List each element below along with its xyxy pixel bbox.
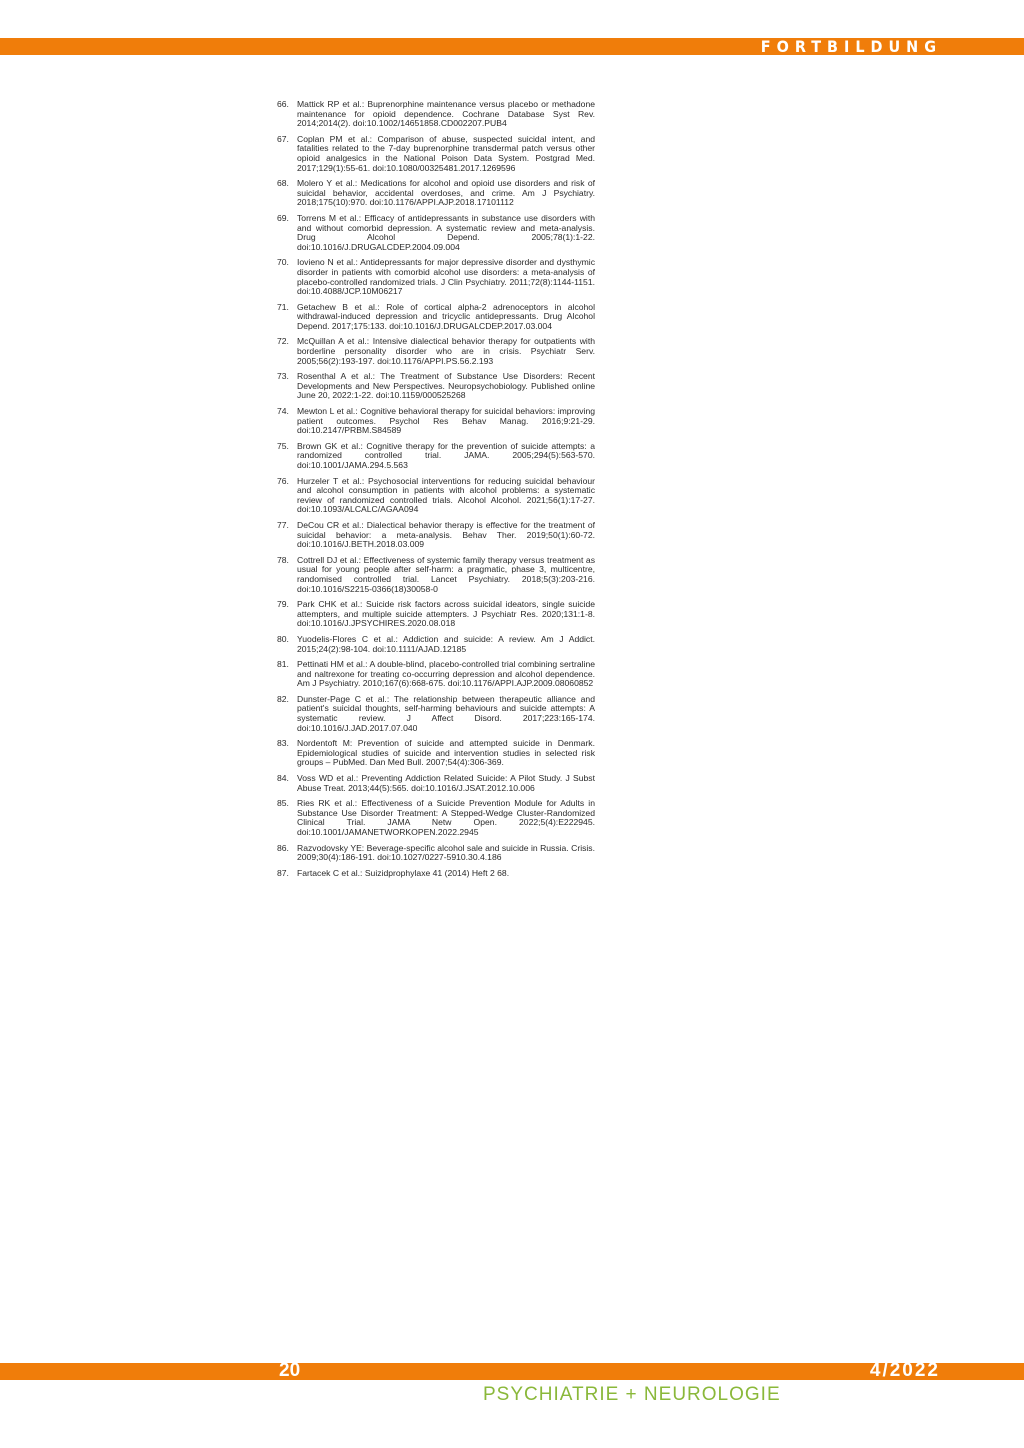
reference-text: Razvodovsky YE: Beverage-specific alcohol sale and suicide in Russia. Crisis. 2009;30(4):186-191. doi:10.1027/0227-5910.30.4.186 bbox=[297, 842, 595, 863]
reference-text: Fartacek C et al.: Suizidprophylaxe 41 (2014) Heft 2 68. bbox=[297, 867, 510, 878]
section-label: FORTBILDUNG bbox=[760, 37, 942, 56]
reference-item bbox=[277, 600, 595, 629]
reference-text: Pettinati HM et al.: A double-blind, placebo-controlled trial combining sertraline and naltrexone for treating co-occurring depression and alcohol dependence. Am J Psychiatry. 2010;167(6):668-675. doi:10.1176/APPI.AJP.2009.08060852 bbox=[297, 659, 595, 689]
reference-item bbox=[277, 303, 595, 332]
reference-text: Ries RK et al.: Effectiveness of a Suicide Prevention Module for Adults in Substance Use Disorder Treatment: A Stepped-Wedge Cluster-Randomized Clinical Trial. JAMA Netw Open. 2022;5(4):E222945. doi:10.1001/JAMANETWORKOPEN.2022.2945 bbox=[297, 798, 595, 837]
reference-text: Hurzeler T et al.: Psychosocial interventions for reducing suicidal behaviour and alcohol consumption in patients with alcohol problems: a systematic review of randomized controlled trials. Alcohol Alcohol. 2021;56(1):17-27. doi:10.1093/ALCALC/AGAA094 bbox=[297, 475, 595, 515]
reference-item bbox=[277, 135, 595, 173]
reference-number: 80. bbox=[277, 633, 289, 644]
reference-text: Iovieno N et al.: Antidepressants for major depressive disorder and dysthymic disorder in patients with comorbid alcohol use disorders: a meta-analysis of placebo-controlled randomized trials. J Clin Psychiatry. 2011;72(8):1144-1151. doi:10.4088/JCP.10M06217 bbox=[297, 257, 595, 297]
reference-number: 82. bbox=[277, 693, 289, 704]
reference-text: Brown GK et al.: Cognitive therapy for the prevention of suicide attempts: a randomized controlled trial. JAMA. 2005;294(5):563-570. doi:10.1001/JAMA.294.5.563 bbox=[297, 440, 595, 470]
reference-text: Torrens M et al.: Efficacy of antidepressants in substance use disorders with and without comorbid depression. A systematic review and meta-analysis. Drug Alcohol Depend. 2005;78(1):1-22. doi:10.1016/J.DRUGALCDEP.2004.09.004 bbox=[297, 212, 595, 252]
reference-item bbox=[277, 179, 595, 208]
reference-number: 71. bbox=[277, 301, 289, 312]
reference-text: DeCou CR et al.: Dialectical behavior therapy is effective for the treatment of suicidal behavior: a meta-analysis. Behav Ther. 2019;50(1):60-72. doi:10.1016/J.BETH.2018.03.009 bbox=[297, 519, 595, 550]
reference-text: Voss WD et al.: Preventing Addiction Related Suicide: A Pilot Study. J Subst Abuse Treat. 2013;44(5):565. doi:10.1016/J.JSAT.2012.10.006 bbox=[297, 773, 595, 793]
reference-number: 81. bbox=[277, 659, 289, 670]
reference-number: 69. bbox=[277, 212, 289, 223]
reference-number: 83. bbox=[277, 738, 289, 749]
reference-text: Park CHK et al.: Suicide risk factors across suicidal ideators, single suicide attempters, and multiple suicide attempters. J Psychiatr Res. 2020;131:1-8. doi:10.1016/J.JPSYCHIRES.2020.08.018 bbox=[297, 599, 595, 629]
reference-number: 68. bbox=[277, 178, 289, 189]
issue-number: 4/2022 bbox=[869, 1360, 940, 1381]
reference-item bbox=[277, 258, 595, 296]
reference-item bbox=[277, 635, 595, 654]
reference-item bbox=[277, 774, 595, 793]
reference-text: Nordentoft M: Prevention of suicide and attempted suicide in Denmark. Epidemiological studies of suicide and intervention studies in selected risk groups – PubMed. Dan Med Bull. 2007;54(4):306-369. bbox=[297, 738, 595, 768]
reference-text: Molero Y et al.: Medications for alcohol and opioid use disorders and risk of suicidal behavior, accidental overdoses, and crime. Am J Psychiatry. 2018;175(10):970. doi:10.1176/APPI.AJP.2018.17101112 bbox=[297, 178, 595, 208]
reference-text: Getachew B et al.: Role of cortical alpha-2 adrenoceptors in alcohol withdrawal-induced depression and tricyclic antidepressants. Drug Alcohol Depend. 2017;175:133. doi:10.1016/J.DRUGALCDEP.2017.03.004 bbox=[297, 301, 595, 331]
reference-item bbox=[277, 695, 595, 733]
reference-number: 84. bbox=[277, 773, 289, 784]
reference-number: 66. bbox=[277, 99, 289, 109]
reference-number: 78. bbox=[277, 554, 289, 565]
reference-text: Cottrell DJ et al.: Effectiveness of systemic family therapy versus treatment as usual for young people after self-harm: a pragmatic, phase 3, multicentre, randomised controlled trial. Lancet Psychiatry. 2018;5(3):203-216. doi:10.1016/S2215-0366(18)30058-0 bbox=[297, 554, 595, 594]
reference-item bbox=[277, 477, 595, 515]
reference-item bbox=[277, 556, 595, 594]
reference-number: 76. bbox=[277, 475, 289, 486]
reference-item bbox=[277, 844, 595, 863]
reference-text: Yuodelis-Flores C et al.: Addiction and suicide: A review. Am J Addict. 2015;24(2):98-104. doi:10.1111/AJAD.12185 bbox=[297, 633, 595, 654]
reference-item bbox=[277, 799, 595, 837]
reference-text: Mattick RP et al.: Buprenorphine maintenance versus placebo or methadone maintenance for opioid dependence. Cochrane Database Syst Rev. 2014;2014(2). doi:10.1002/14651858.CD002207.PUB4 bbox=[297, 99, 595, 129]
reference-item bbox=[277, 100, 595, 129]
reference-item bbox=[277, 739, 595, 768]
reference-number: 75. bbox=[277, 440, 289, 451]
reference-item bbox=[277, 521, 595, 550]
journal-title: PSYCHIATRIE + NEUROLOGIE bbox=[483, 1384, 781, 1405]
reference-number: 77. bbox=[277, 519, 289, 530]
reference-number: 79. bbox=[277, 599, 289, 610]
reference-item bbox=[277, 660, 595, 689]
reference-number: 67. bbox=[277, 133, 289, 144]
reference-text: Coplan PM et al.: Comparison of abuse, suspected suicidal intent, and fatalities related to the 7-day buprenorphine transdermal patch versus other opioid analgesics in the National Poison Data System. Postgrad Med. 2017;129(1):55-61. doi:10.1080/00325481.2017.1269596 bbox=[297, 133, 595, 173]
reference-number: 72. bbox=[277, 336, 289, 347]
reference-item bbox=[277, 869, 595, 879]
reference-list bbox=[277, 100, 595, 884]
reference-text: Mewton L et al.: Cognitive behavioral therapy for suicidal behaviors: improving patient outcomes. Psychol Res Behav Manag. 2016;9:21-29. doi:10.2147/PRBM.S84589 bbox=[297, 406, 595, 436]
reference-item bbox=[277, 372, 595, 401]
reference-number: 74. bbox=[277, 406, 289, 417]
reference-number: 86. bbox=[277, 842, 289, 853]
reference-item bbox=[277, 214, 595, 252]
reference-item bbox=[277, 442, 595, 471]
reference-number: 70. bbox=[277, 257, 289, 268]
reference-item bbox=[277, 407, 595, 436]
reference-number: 87. bbox=[277, 867, 289, 878]
reference-text: McQuillan A et al.: Intensive dialectical behavior therapy for outpatients with borderline personality disorder who are in crisis. Psychiatr Serv. 2005;56(2):193-197. doi:10.1176/APPI.PS.56.2.193 bbox=[297, 336, 595, 366]
reference-number: 73. bbox=[277, 371, 289, 382]
reference-text: Rosenthal A et al.: The Treatment of Substance Use Disorders: Recent Developments and New Perspectives. Neuropsychobiology. Published online June 20, 2022:1-22. doi:10.1159/000525268 bbox=[297, 371, 595, 401]
reference-item bbox=[277, 337, 595, 366]
page-number: 20 bbox=[279, 1360, 301, 1381]
reference-number: 85. bbox=[277, 798, 289, 809]
reference-text: Dunster-Page C et al.: The relationship between therapeutic alliance and patient's suicidal thoughts, self-harming behaviours and suicide attempts: A systematic review. J Affect Disord. 2017;223:165-174. doi:10.1016/J.JAD.2017.07.040 bbox=[297, 693, 595, 733]
